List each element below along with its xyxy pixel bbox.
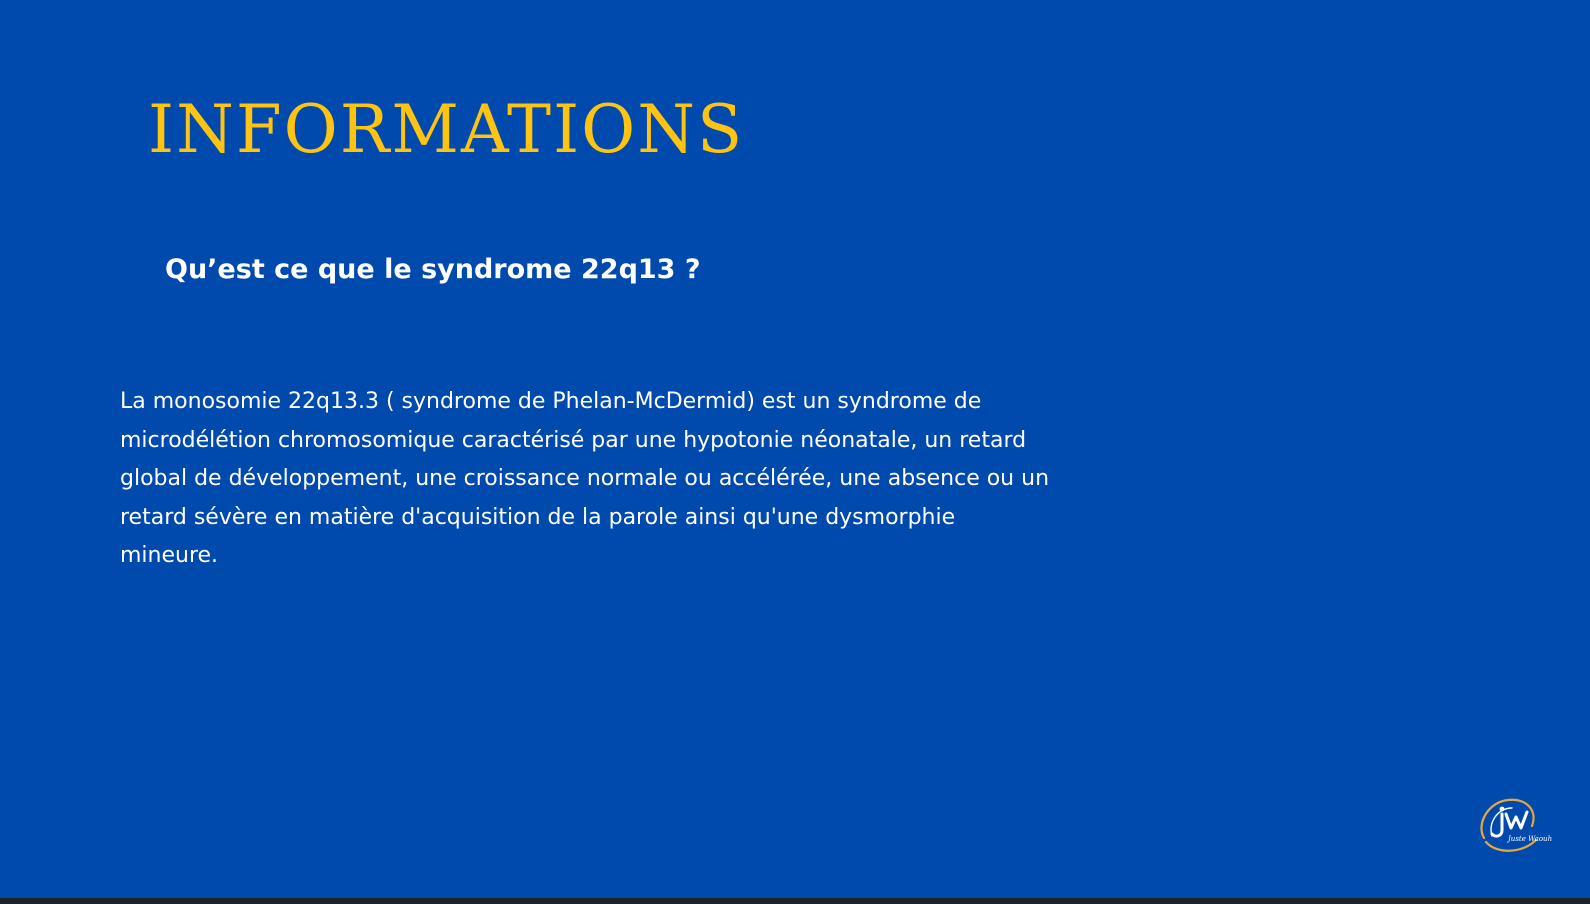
slide-subtitle: Qu’est ce que le syndrome 22q13 ? <box>165 254 701 285</box>
logo-caption: Juste Waouh <box>1508 835 1553 843</box>
slide-title: INFORMATIONS <box>148 91 745 168</box>
slide-body-text: La monosomie 22q13.3 ( syndrome de Phelan-McDermid) est un syndrome de microdélétion chromosomique caractérisé par une hypotonie néonatale, un retard global de développement, une croissance normale ou accélérée, une absence ou un retard sévère en matière d'acquisition de la parole ainsi qu'une dysmorphie mineure. <box>120 389 1050 568</box>
bottom-bar <box>0 898 1590 904</box>
jw-logo-icon <box>1474 796 1554 856</box>
